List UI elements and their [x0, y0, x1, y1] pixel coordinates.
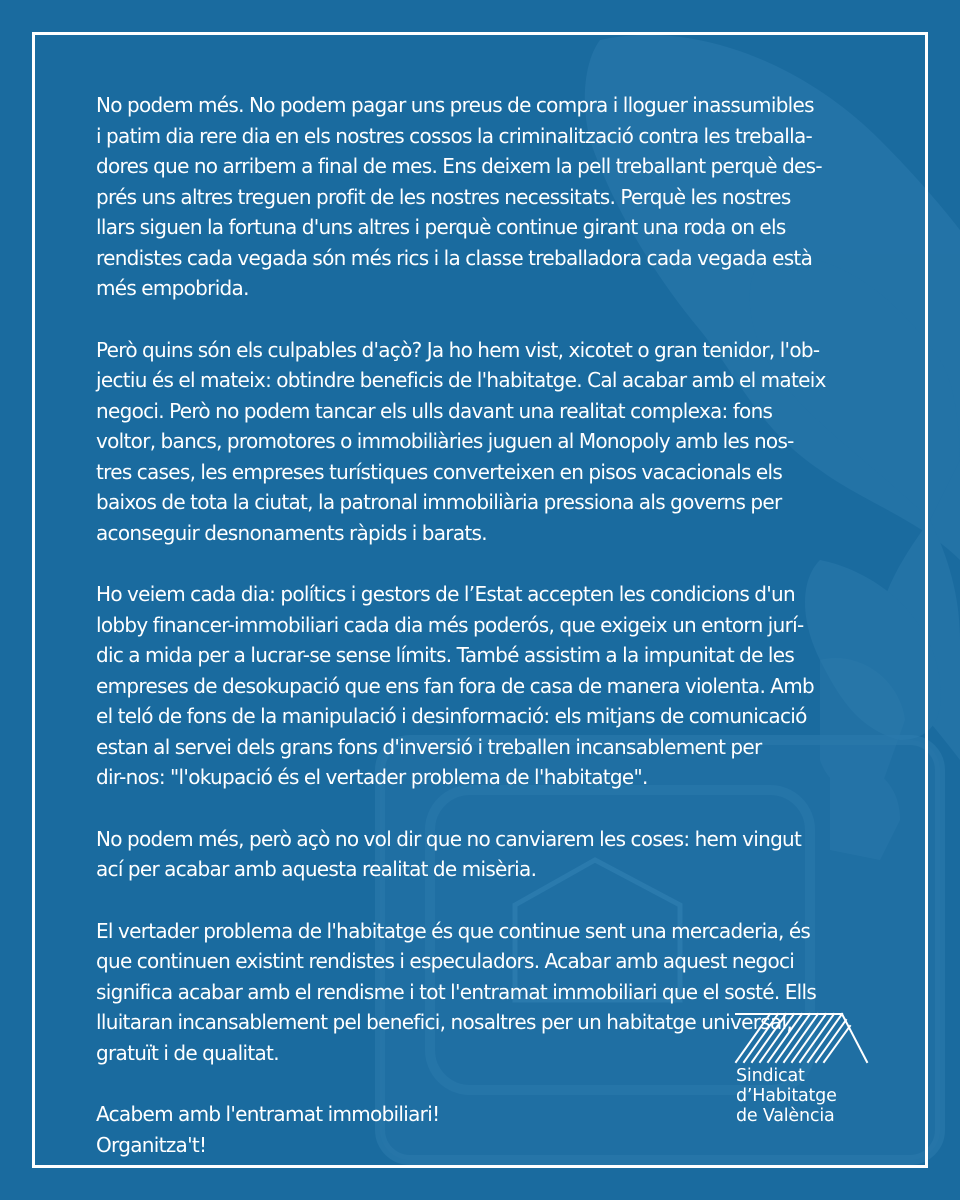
text-line: estan al servei dels grans fons d'inversió i treballen incansablement per: [96, 734, 762, 759]
text-line: No podem més, però açò no vol dir que no canviarem les coses: hem vingut: [96, 826, 802, 851]
organization-logo: [722, 1012, 872, 1132]
text-line: lobby financer-immobiliari cada dia més poderós, que exigeix un entorn jurí-: [96, 612, 804, 637]
paragraph-4: [96, 824, 866, 885]
text-line: lluitaran incansablement pel benefici, nosaltres per un habitatge universal,: [96, 1010, 793, 1034]
text-line: El vertader problema de l'habitatge és que continue sent una mercaderia, és: [96, 918, 811, 943]
text-line: tres cases, les empreses turístiques converteixen en pisos vacacionals els: [96, 459, 783, 484]
text-line: dores que no arribem a final de mes. Ens deixem la pell treballant perquè des-: [96, 154, 822, 178]
text-line: voltor, bancs, promotores o immobiliàries juguen al Monopoly amb les nos-: [96, 429, 794, 453]
text-line: Però quins són els culpables d'açò? Ja ho hem vist, xicotet o gran tenidor, l'ob-: [96, 337, 820, 362]
paragraph-3: [96, 579, 866, 793]
text-line: baixos de tota la ciutat, la patronal immobiliària pressiona als governs per: [96, 490, 782, 514]
text-line: dic a mida per a lucrar-se sense límits. També assistim a la impunitat de les: [96, 643, 795, 667]
text-line: Organitza't!: [96, 1132, 207, 1157]
text-line: gratuït i de qualitat.: [96, 1040, 279, 1065]
text-line: dir-nos: "l'okupació és el vertader problema de l'habitatge".: [96, 765, 648, 789]
text-line: Acabem amb l'entramat immobiliari!: [96, 1102, 440, 1126]
house-roof-stripes-icon: [734, 1012, 869, 1064]
text-line: No podem més. No podem pagar uns preus de compra i lloguer inassumibles: [96, 93, 814, 117]
text-line: empreses de desokupació que ens fan fora de casa de manera violenta. Amb: [96, 673, 815, 698]
text-line: Ho veiem cada dia: polítics i gestors de l’Estat accepten les condicions d'un: [96, 582, 796, 606]
text-line: llars siguen la fortuna d'uns altres i perquè continue girant una roda on els: [96, 215, 786, 239]
text-line: aconseguir desnonaments ràpids i barats.: [96, 520, 487, 545]
text-line: prés uns altres treguen profit de les nostres necessitats. Perquè les nostres: [96, 184, 791, 209]
text-line: significa acabar amb el rendisme i tot l'entramat immobiliari que el sosté. Ells: [96, 979, 817, 1004]
text-line: i patim dia rere dia en els nostres cossos la criminalització contra les treballa-: [96, 123, 813, 148]
logo-wordmark: [736, 1066, 837, 1126]
text-line: jectiu és el mateix: obtindre beneficis de l'habitatge. Cal acabar amb el mateix: [96, 368, 826, 392]
logo-line: de València: [736, 1106, 835, 1126]
text-line: més empobrida.: [96, 276, 249, 300]
logo-line: d’Habitatge: [736, 1086, 837, 1106]
text-line: rendistes cada vegada són més rics i la classe treballadora cada vegada està: [96, 245, 813, 270]
paragraph-2: [96, 335, 866, 549]
text-line: el teló de fons de la manipulació i desinformació: els mitjans de comunicació: [96, 704, 807, 728]
text-line: negoci. Però no podem tancar els ulls davant una realitat complexa: fons: [96, 398, 773, 423]
text-line: que continuen existint rendistes i especuladors. Acabar amb aquest negoci: [96, 949, 795, 973]
text-line: ací per acabar amb aquesta realitat de misèria.: [96, 857, 537, 881]
paragraph-1: [96, 90, 866, 304]
logo-line: Sindicat: [736, 1066, 805, 1086]
